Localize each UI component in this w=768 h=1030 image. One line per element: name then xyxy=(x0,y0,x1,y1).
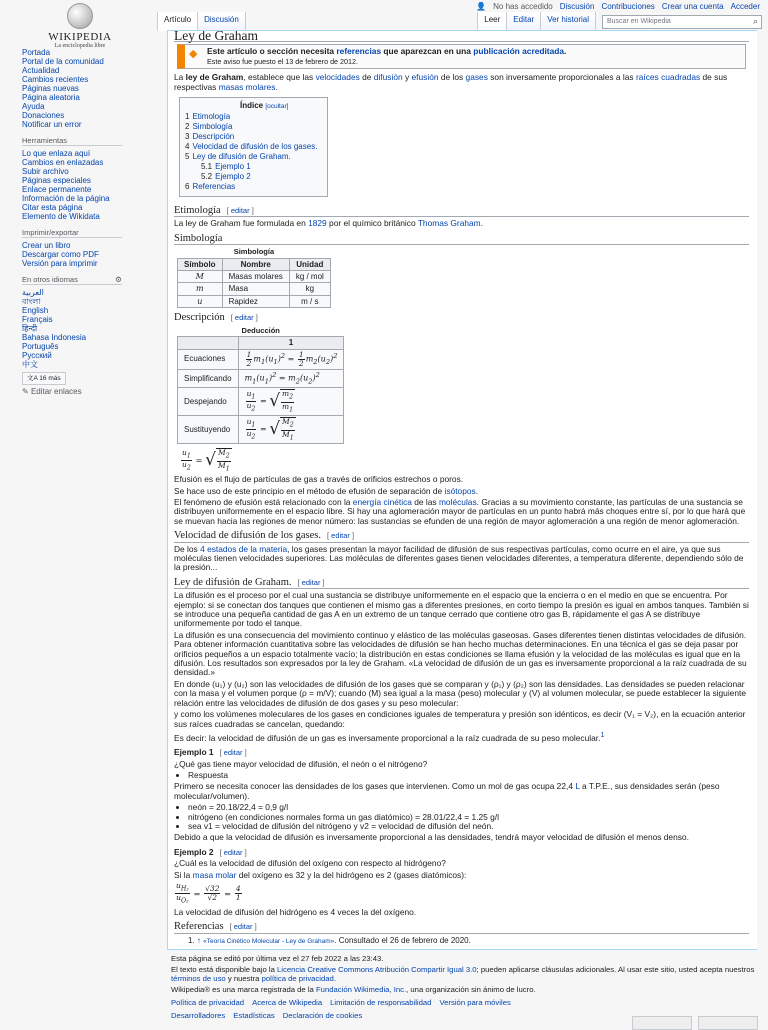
sidebar-item[interactable]: Páginas nuevas xyxy=(22,84,79,93)
notice-text: Este artículo o sección necesita xyxy=(207,46,337,57)
pencil-icon: ✎ xyxy=(22,387,31,396)
contributions-link[interactable]: Contribuciones xyxy=(601,1,655,11)
sidebar-item[interactable]: Notificar un error xyxy=(22,120,82,129)
page-title: Ley de Graham xyxy=(174,31,749,42)
link[interactable]: masas molares xyxy=(218,81,276,92)
toc-item[interactable]: 3 Descripción xyxy=(185,132,235,142)
namespace-tabs xyxy=(157,12,246,31)
tab-read[interactable]: Leer xyxy=(477,12,507,31)
edit-section-link[interactable]: editar xyxy=(331,531,350,541)
language-link[interactable]: Bahasa Indonesia xyxy=(22,333,87,342)
personal-tools xyxy=(476,0,760,12)
etimologia-text: La ley de Graham fue formulada en 1829 por el químico británico Thomas Graham. xyxy=(174,218,483,229)
privacy-link[interactable]: política de privacidad xyxy=(261,974,334,983)
sidebar-item[interactable]: Información de la página xyxy=(22,194,110,203)
list-item: • neón = 20.18/22,4 = 0,9 g/l xyxy=(188,803,749,812)
sidebar-item[interactable]: Enlace permanente xyxy=(22,185,92,194)
formula: $\frac{u_{H_2}}{u_{O_2}}$ = $\frac{√32}{√2}$ = $\frac{4}{1}$ xyxy=(176,880,241,905)
footer-badges xyxy=(632,1016,758,1030)
footer-links xyxy=(171,998,762,1007)
language-link[interactable]: English xyxy=(22,306,49,315)
language-link[interactable]: বাংলা xyxy=(22,297,41,306)
edit-section-link[interactable]: editar xyxy=(301,577,321,587)
paragraph: De los 4 estados de la materia, los gases presentan la mayor facilidad de difusión de sus respectivas partículas, como ocurre en el aire, ya que sus moléculas tienen velocidades superiores. Las moléculas de diferentes gases tienen velocidades diferentes, a temperatura diferente, dependiendo sólo de la presión... xyxy=(174,543,744,573)
gear-icon[interactable]: ⚙ xyxy=(115,275,122,284)
link[interactable]: isótopos xyxy=(444,485,476,496)
link[interactable]: difusión xyxy=(373,72,403,83)
link[interactable]: energía cinética xyxy=(352,496,412,507)
language-link[interactable]: Русский xyxy=(22,351,52,360)
table-of-contents xyxy=(179,97,328,197)
reference-link[interactable]: «Teoría Cinético Molecular - Ley de Graham» xyxy=(203,937,335,945)
table-row: M Masas molares kg / mol xyxy=(178,271,331,283)
footer-link[interactable]: Política de privacidad xyxy=(171,998,245,1007)
language-link[interactable]: 中文 xyxy=(22,360,38,369)
link[interactable]: 1829 xyxy=(308,218,327,229)
footer-link[interactable]: Versión para móviles xyxy=(439,998,511,1007)
paragraph: ¿Cuál es la velocidad de difusión del oxígeno con respecto al hidrógeno? xyxy=(174,858,446,869)
paragraph: Primero se necesita conocer las densidades de los gases que intervienen. Como un mol de gas ocupa 22,4 L a T.P.E., sus densidades serán (peso molecular/volumen). xyxy=(174,781,720,801)
edit-section-link[interactable]: editar xyxy=(234,313,254,323)
languages-heading-label: En otros idiomas xyxy=(22,275,78,284)
toc-hide-button[interactable]: [ocultar] xyxy=(265,103,289,111)
sidebar-print xyxy=(22,228,122,268)
license-link[interactable]: Licencia Creative Commons Atribución Compartir Igual 3.0 xyxy=(277,965,477,974)
sidebar-item[interactable]: Página aleatoria xyxy=(22,93,80,102)
sidebar-navigation xyxy=(22,48,122,129)
sidebar-languages xyxy=(22,275,122,396)
back-arrow-icon[interactable]: ↑ xyxy=(196,935,201,945)
more-languages-button[interactable] xyxy=(22,372,66,385)
toc-item[interactable]: 5 Ley de difusión de Graham. xyxy=(185,152,291,162)
sidebar-item[interactable]: Lo que enlaza aquí xyxy=(22,149,91,158)
table-row: u Rapidez m / s xyxy=(178,295,331,307)
heading-simbologia: Simbología xyxy=(174,234,749,245)
view-tabs xyxy=(477,12,762,31)
login-link[interactable]: Acceder xyxy=(730,1,760,11)
notice-box xyxy=(177,44,746,69)
heading-ejemplo-2: Ejemplo 2 [ editar ] xyxy=(174,846,247,857)
link[interactable]: Thomas Graham xyxy=(417,218,481,229)
paragraph: Es decir: la velocidad de difusión de un gas es inversamente proporcional a la raíz cuadrada de su peso molecular.$^1$ xyxy=(174,731,605,743)
paragraph: El fenómeno de efusión está relacionado con la energía cinética de las moléculas. Gracias a su movimiento constante, las partículas de una sustancia se distribuyen uniformemente en el espacio libre. Si hay una aglomeración mayor de partículas en un punto habrá más choques entre sí, por lo que hará que se muevan hacia las regiones de menor número: las sustancias se efunden de una región de mayor aglomeración a una región de menor aglomeración. xyxy=(174,496,746,526)
toc-item[interactable]: 4 Velocidad de difusión de los gases. xyxy=(185,142,318,152)
toc-item[interactable]: 5.2 Ejemplo 2 xyxy=(201,172,251,182)
footer-link[interactable]: Estadísticas xyxy=(233,1011,275,1020)
sidebar-item[interactable]: Crear un libro xyxy=(22,241,71,250)
sidebar-item[interactable]: Actualidad xyxy=(22,66,60,75)
sidebar-item[interactable]: Subir archivo xyxy=(22,167,69,176)
not-logged-in: No has accedido xyxy=(493,1,553,11)
link[interactable]: gases xyxy=(465,72,488,83)
paragraph: Se hace uso de este principio en el método de efusión de separación de isótopos. xyxy=(174,485,479,496)
notice-link-publicacion[interactable]: publicación acreditada xyxy=(473,46,565,57)
paragraph: Debido a que la velocidad de difusión es inversamente proporcional a las densidades, tendrá mayor velocidad de difusión el menos denso. xyxy=(174,832,689,843)
formula: $\frac{u_1}{u_2}$ = √ $\frac{M_2}{M_1}$ xyxy=(182,447,230,473)
link[interactable]: efusión xyxy=(411,72,439,83)
tab-discussion[interactable]: Discusión xyxy=(198,12,246,31)
heading-ley: Ley de difusión de Graham. [ editar ] xyxy=(174,578,749,589)
table-row: Simplificando $m_1(u_1)^2 = m_2(u_2)^2$ xyxy=(178,369,344,388)
list-item: • nitrógeno (en condiciones normales forma un gas diatómico) = 28.01/22,4 = 1.25 g/l xyxy=(188,813,749,822)
toc-item[interactable]: 2 Simbología xyxy=(185,122,233,132)
notice-text: . xyxy=(564,46,567,57)
link[interactable]: moléculas xyxy=(438,496,477,507)
heading-velocidad: Velocidad de difusión de los gases. [ editar ] xyxy=(174,531,749,542)
footer-link[interactable]: Acerca de Wikipedia xyxy=(252,998,323,1007)
search-icon[interactable]: ⌕ xyxy=(752,16,758,26)
symbols-table: Simbología Símbolo Nombre Unidad M Masas molares kg / mol m Masa kg u Rapidez m / s xyxy=(177,247,331,308)
heading-etimologia: Etimología [ editar ] xyxy=(174,206,749,217)
sidebar-item[interactable]: Portada xyxy=(22,48,51,57)
edit-section-link[interactable]: editar xyxy=(223,847,243,857)
link[interactable]: 4 estados de la materia xyxy=(200,543,288,554)
edit-section-link[interactable]: editar xyxy=(233,922,253,932)
foundation-link[interactable]: Fundación Wikimedia, Inc. xyxy=(315,985,407,994)
wikimedia-badge[interactable] xyxy=(632,1016,692,1030)
sidebar-item[interactable]: Versión para imprimir xyxy=(22,259,98,268)
notice-text: que aparezcan en una xyxy=(381,46,474,57)
toc-title: Índice [ocultar] xyxy=(239,101,289,111)
sidebar-item[interactable]: Donaciones xyxy=(22,111,65,120)
sidebar-item[interactable]: Descargar como PDF xyxy=(22,250,99,259)
sidebar-item[interactable]: Portal de la comunidad xyxy=(22,57,104,66)
paragraph: Si la masa molar del oxígeno es 32 y la del hidrógeno es 2 (gases diatómicos): xyxy=(174,869,467,880)
heading-referencias: Referencias [ editar ] xyxy=(174,922,749,933)
table-row: m Masa kg xyxy=(178,283,331,295)
sidebar-tools xyxy=(22,136,122,221)
reference-link[interactable]: 1 xyxy=(600,731,605,739)
table-row: Ecuaciones $\frac{1}{2}$ $m_1(u_1)^2$ = $\frac{1}{2}$ $m_2(u_2)^2$ xyxy=(178,349,344,369)
tab-history[interactable]: Ver historial xyxy=(541,12,596,31)
footer-link[interactable]: Limitación de responsabilidad xyxy=(330,998,432,1007)
footer xyxy=(167,952,762,1020)
globe-icon xyxy=(67,3,93,29)
logo-tagline: La enciclopedia libre xyxy=(54,43,106,49)
edit-links-label: Editar enlaces xyxy=(30,387,82,396)
search-placeholder: Buscar en Wikipedia xyxy=(607,18,671,25)
language-link[interactable]: Português xyxy=(22,342,59,351)
content xyxy=(167,30,757,950)
user-icon: 👤 xyxy=(476,1,487,11)
edit-section-link[interactable]: editar xyxy=(223,748,243,758)
paragraph: Efusión es el flujo de partículas de gas a través de orificios estrechos o poros. xyxy=(174,474,464,485)
list-item: • Respuesta xyxy=(188,771,749,780)
link[interactable]: velocidades xyxy=(315,72,360,83)
license-text: El texto está disponible bajo la Licencia Creative Commons Atribución Compartir Igual 3.0; pueden aplicarse cláusulas adicionales. Al usar este sitio, usted acepta nuestros términos de uso y nuestra política de privacidad. xyxy=(171,965,755,983)
warning-icon: ◆ xyxy=(189,48,198,61)
heading-descripcion: Descripción [ editar ] xyxy=(174,312,258,324)
print-heading: Imprimir/exportar xyxy=(22,228,122,238)
paragraph: y como los volúmenes moleculares de los gases en condiciones iguales de temperatura y presión son idénticos, es decir (V₁ = V₂), en la ecuación anterior sus raíces cuadradas se cancelan, quedando: xyxy=(174,709,746,729)
sidebar-item[interactable]: Cambios recientes xyxy=(22,75,89,84)
sidebar-item[interactable]: Páginas especiales xyxy=(22,176,91,185)
trademark-text: Wikipedia® es una marca registrada de la Fundación Wikimedia, Inc., una organización sin ánimo de lucro. xyxy=(171,985,536,994)
heading-ejemplo-1: Ejemplo 1 [ editar ] xyxy=(174,747,247,758)
table-row: Despejando $\frac{u_1}{u_2}$ = √ $\frac{m_2}{m_1}$ xyxy=(178,388,344,416)
sidebar xyxy=(0,48,160,396)
table-row: Sustituyendo $\frac{u_1}{u_2}$ = √ $\frac{M_2}{M_1}$ xyxy=(178,416,344,444)
talk-link[interactable]: Discusión xyxy=(559,1,595,11)
sidebar-item[interactable]: Elemento de Wikidata xyxy=(22,212,100,221)
toc-item[interactable]: 6 Referencias xyxy=(185,182,236,192)
last-edited: Esta página se editó por última vez el 27 feb 2022 a las 23:43. xyxy=(171,954,384,963)
sidebar-item[interactable]: Ayuda xyxy=(22,102,45,111)
more-languages-label: 16 más xyxy=(39,375,61,382)
paragraph: La difusión es una consecuencia del movimiento continuo y elástico de las moléculas gaseosas. Gases diferentes tienen distintas velocidades de difusión. Para obtener información cuantitativa sobre las velocidades de difusión se han hecho muchas determinaciones. En una técnica el gas se deja pasar por orificios pequeños a un espacio totalmente vacío; la distribución en estas condiciones se llama efusión y la velocidad de las moléculas es igual que en la difusión. Los resultados son expresados por la ley de Graham. «La velocidad de difusión de un gas es inversamente proporcional a la raíz cuadrada de su densidad.» xyxy=(174,629,747,678)
toc-item[interactable]: 1 Etimología xyxy=(185,112,231,122)
tab-article[interactable]: Artículo xyxy=(157,12,198,31)
sidebar-item[interactable]: Cambios en enlazadas xyxy=(22,158,104,167)
list-item: • sea v1 = velocidad de difusión del nitrógeno y v2 = velocidad de difusión del neón. xyxy=(188,822,749,831)
paragraph: En donde (u₁) y (u₂) son las velocidades de difusión de los gases que se comparan y (ρ₁) y (ρ₂) son las densidades. Las densidades se pueden relacionar con la masa y el volumen porque (ρ = m/V); cuando (M) sea igual a la masa (peso) molecular y (V) al volumen molecular, se puede establecer la siguiente relación entre las velocidades de difusión de dos gases y su peso molecular: xyxy=(174,678,746,708)
reference-item: 1. ↑ «Teoría Cinético Molecular - Ley de Graham». Consultado el 26 de febrero de 2020. xyxy=(188,935,471,945)
languages-icon: 文A xyxy=(27,375,40,382)
link[interactable]: L xyxy=(575,781,580,792)
link[interactable]: masa molar xyxy=(192,869,237,880)
language-link[interactable]: العربية xyxy=(22,288,44,297)
logo-wordmark: WIKIPEDIA xyxy=(48,31,112,43)
sidebar-item[interactable]: Citar esta página xyxy=(22,203,83,212)
mediawiki-badge[interactable] xyxy=(698,1016,758,1030)
notice-date: Este aviso fue puesto el 13 de febrero de 2012. xyxy=(207,56,359,66)
language-link[interactable]: हिन्दी xyxy=(22,324,38,333)
paragraph: ¿Qué gas tiene mayor velocidad de difusión, el neón o el nitrógeno? xyxy=(174,758,428,769)
toc-item[interactable]: 5.1 Ejemplo 1 xyxy=(201,162,251,172)
footer-link[interactable]: Declaración de cookies xyxy=(282,1011,363,1020)
paragraph: La velocidad de difusión del hidrógeno es 4 veces la del oxígeno. xyxy=(174,906,417,917)
wikipedia-logo[interactable] xyxy=(20,3,140,47)
footer-link[interactable]: Desarrolladores xyxy=(171,1011,226,1020)
search-input[interactable] xyxy=(602,15,762,29)
edit-links[interactable] xyxy=(22,387,122,396)
terms-link[interactable]: términos de uso xyxy=(171,974,226,983)
edit-section-link[interactable]: editar xyxy=(230,206,250,216)
notice-link-referencias[interactable]: referencias xyxy=(336,46,382,57)
languages-heading xyxy=(22,275,122,285)
tab-edit[interactable]: Editar xyxy=(507,12,541,31)
deduction-table: Deducción 1 Ecuaciones $\frac{1}{2}$ $m_1(u_1)^2$ = $\frac{1}{2}$ $m_2(u_2)^2$ Simplificando $m_1(u_1)^2 = m_2(u_2)^2$ Despejando $\frac{u_1}{u_2}$ = √ $\frac{m_2}{m_1}$ Sustituyendo $\frac{u_1}{u_2}$ = √ $\frac{M_2}{M_1}$ xyxy=(177,326,344,444)
paragraph: La difusión es el proceso por el cual una sustancia se distribuye uniformemente en el espacio que la encierra o en el medio en que se encuentra. Por ejemplo: si se conectan dos tanques que contienen el mismo gas a diferentes presiones, en corto tiempo la presión es igual en ambos tanques. También si se introduce una pequeña cantidad de gas A en un extremo de un tanque cerrado que contiene otro gas B, rápidamente el gas A se distribuye uniformemente por todo el tanque. xyxy=(174,590,749,629)
link[interactable]: raíces cuadradas xyxy=(635,72,701,83)
create-account-link[interactable]: Crear una cuenta xyxy=(661,1,724,11)
tools-heading: Herramientas xyxy=(22,136,122,146)
intro-paragraph: La ley de Graham, establece que las velocidades de difusión y efusión de los gases son inversamente proporcionales a las raíces cuadradas de sus respectivas masas molares. xyxy=(174,72,728,92)
language-link[interactable]: Français xyxy=(22,315,53,324)
